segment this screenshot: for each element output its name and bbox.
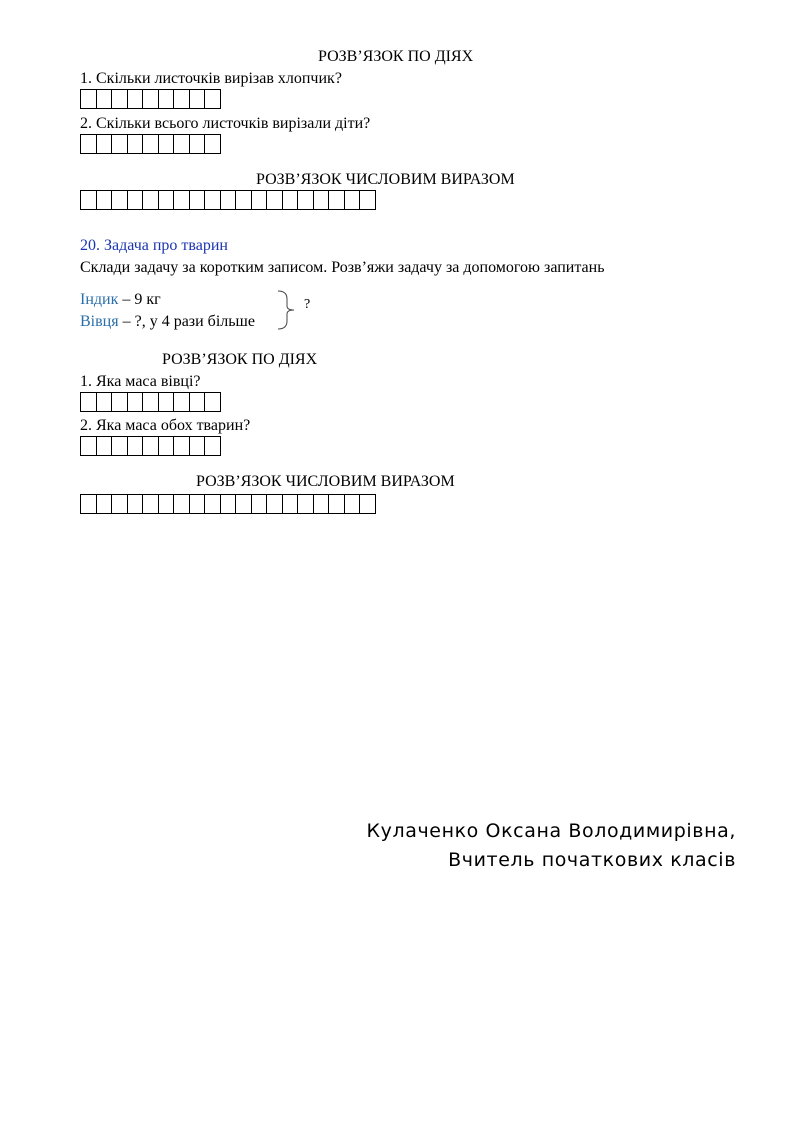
section2-question-2: 2. Яка маса обох тварин? — [80, 417, 251, 434]
answer-grid-s1-q1[interactable] — [80, 89, 221, 109]
curly-brace-icon — [274, 289, 300, 331]
answer-cell[interactable] — [345, 190, 361, 210]
answer-cell[interactable] — [159, 392, 175, 412]
author-role: Вчитель початкових класів — [448, 849, 736, 871]
answer-cell[interactable] — [97, 392, 113, 412]
answer-grid-s1-q2[interactable] — [80, 134, 221, 154]
author-name: Кулаченко Оксана Володимирівна, — [366, 820, 736, 842]
answer-cell[interactable] — [143, 134, 159, 154]
answer-cell[interactable] — [143, 436, 159, 456]
answer-cell[interactable] — [97, 436, 113, 456]
answer-cell[interactable] — [252, 494, 268, 514]
answer-cell[interactable] — [97, 134, 113, 154]
answer-cell[interactable] — [143, 190, 159, 210]
answer-cell[interactable] — [174, 190, 190, 210]
answer-cell[interactable] — [97, 89, 113, 109]
answer-cell[interactable] — [174, 89, 190, 109]
answer-cell[interactable] — [81, 494, 97, 514]
answer-cell[interactable] — [81, 436, 97, 456]
answer-cell[interactable] — [112, 89, 128, 109]
answer-cell[interactable] — [345, 494, 361, 514]
answer-cell[interactable] — [159, 134, 175, 154]
label-turkey: Індик — [80, 291, 119, 308]
answer-cell[interactable] — [329, 190, 345, 210]
answer-cell[interactable] — [360, 190, 376, 210]
answer-grid-s2-expression[interactable] — [80, 494, 376, 514]
answer-cell[interactable] — [267, 494, 283, 514]
answer-grid-s1-expression[interactable] — [80, 190, 376, 210]
answer-cell[interactable] — [221, 494, 237, 514]
answer-cell[interactable] — [174, 436, 190, 456]
answer-cell[interactable] — [190, 190, 206, 210]
turkey-value: – 9 кг — [118, 291, 161, 308]
section1-question-2: 2. Скільки всього листочків вирізали діти? — [80, 115, 371, 132]
answer-cell[interactable] — [236, 494, 252, 514]
task-instruction: Склади задачу за коротким записом. Розв’яжи задачу за допомогою запитань — [80, 259, 605, 276]
answer-cell[interactable] — [314, 494, 330, 514]
answer-cell[interactable] — [174, 392, 190, 412]
answer-cell[interactable] — [143, 89, 159, 109]
answer-cell[interactable] — [205, 494, 221, 514]
answer-cell[interactable] — [97, 494, 113, 514]
answer-cell[interactable] — [283, 494, 299, 514]
answer-cell[interactable] — [174, 494, 190, 514]
answer-cell[interactable] — [128, 89, 144, 109]
short-record-line-1 — [80, 291, 161, 309]
answer-cell[interactable] — [97, 190, 113, 210]
label-sheep: Вівця — [80, 313, 119, 330]
answer-cell[interactable] — [190, 436, 206, 456]
answer-cell[interactable] — [128, 190, 144, 210]
section2-heading-expression: РОЗВ’ЯЗОК ЧИСЛОВИМ ВИРАЗОМ — [196, 473, 455, 490]
short-record-line-2 — [80, 313, 255, 331]
answer-cell[interactable] — [159, 89, 175, 109]
answer-cell[interactable] — [267, 190, 283, 210]
answer-grid-s2-q2[interactable] — [80, 436, 221, 456]
answer-grid-s2-q1[interactable] — [80, 392, 221, 412]
task-title: 20. Задача про тварин — [80, 237, 228, 254]
answer-cell[interactable] — [205, 89, 221, 109]
section1-heading-steps: РОЗВ’ЯЗОК ПО ДІЯХ — [318, 48, 474, 65]
answer-cell[interactable] — [159, 190, 175, 210]
section1-heading-expression: РОЗВ’ЯЗОК ЧИСЛОВИМ ВИРАЗОМ — [256, 171, 515, 188]
answer-cell[interactable] — [112, 436, 128, 456]
answer-cell[interactable] — [81, 392, 97, 412]
answer-cell[interactable] — [205, 436, 221, 456]
section2-question-1: 1. Яка маса вівці? — [80, 373, 201, 390]
answer-cell[interactable] — [112, 494, 128, 514]
answer-cell[interactable] — [143, 392, 159, 412]
answer-cell[interactable] — [298, 494, 314, 514]
answer-cell[interactable] — [112, 134, 128, 154]
answer-cell[interactable] — [112, 392, 128, 412]
answer-cell[interactable] — [159, 436, 175, 456]
answer-cell[interactable] — [128, 494, 144, 514]
answer-cell[interactable] — [128, 392, 144, 412]
section2-heading-steps: РОЗВ’ЯЗОК ПО ДІЯХ — [162, 351, 318, 368]
answer-cell[interactable] — [143, 494, 159, 514]
answer-cell[interactable] — [112, 190, 128, 210]
answer-cell[interactable] — [360, 494, 376, 514]
answer-cell[interactable] — [190, 134, 206, 154]
answer-cell[interactable] — [128, 436, 144, 456]
answer-cell[interactable] — [329, 494, 345, 514]
answer-cell[interactable] — [205, 134, 221, 154]
answer-cell[interactable] — [236, 190, 252, 210]
answer-cell[interactable] — [81, 89, 97, 109]
answer-cell[interactable] — [81, 190, 97, 210]
sheep-value: – ?, у 4 рази більше — [118, 313, 255, 330]
answer-cell[interactable] — [81, 134, 97, 154]
answer-cell[interactable] — [159, 494, 175, 514]
answer-cell[interactable] — [221, 190, 237, 210]
answer-cell[interactable] — [205, 190, 221, 210]
answer-cell[interactable] — [205, 392, 221, 412]
brace-question-mark: ? — [304, 297, 311, 312]
answer-cell[interactable] — [128, 134, 144, 154]
answer-cell[interactable] — [314, 190, 330, 210]
answer-cell[interactable] — [190, 392, 206, 412]
answer-cell[interactable] — [190, 89, 206, 109]
answer-cell[interactable] — [283, 190, 299, 210]
section1-question-1: 1. Скільки листочків вирізав хлопчик? — [80, 70, 342, 87]
answer-cell[interactable] — [190, 494, 206, 514]
answer-cell[interactable] — [174, 134, 190, 154]
answer-cell[interactable] — [298, 190, 314, 210]
answer-cell[interactable] — [252, 190, 268, 210]
